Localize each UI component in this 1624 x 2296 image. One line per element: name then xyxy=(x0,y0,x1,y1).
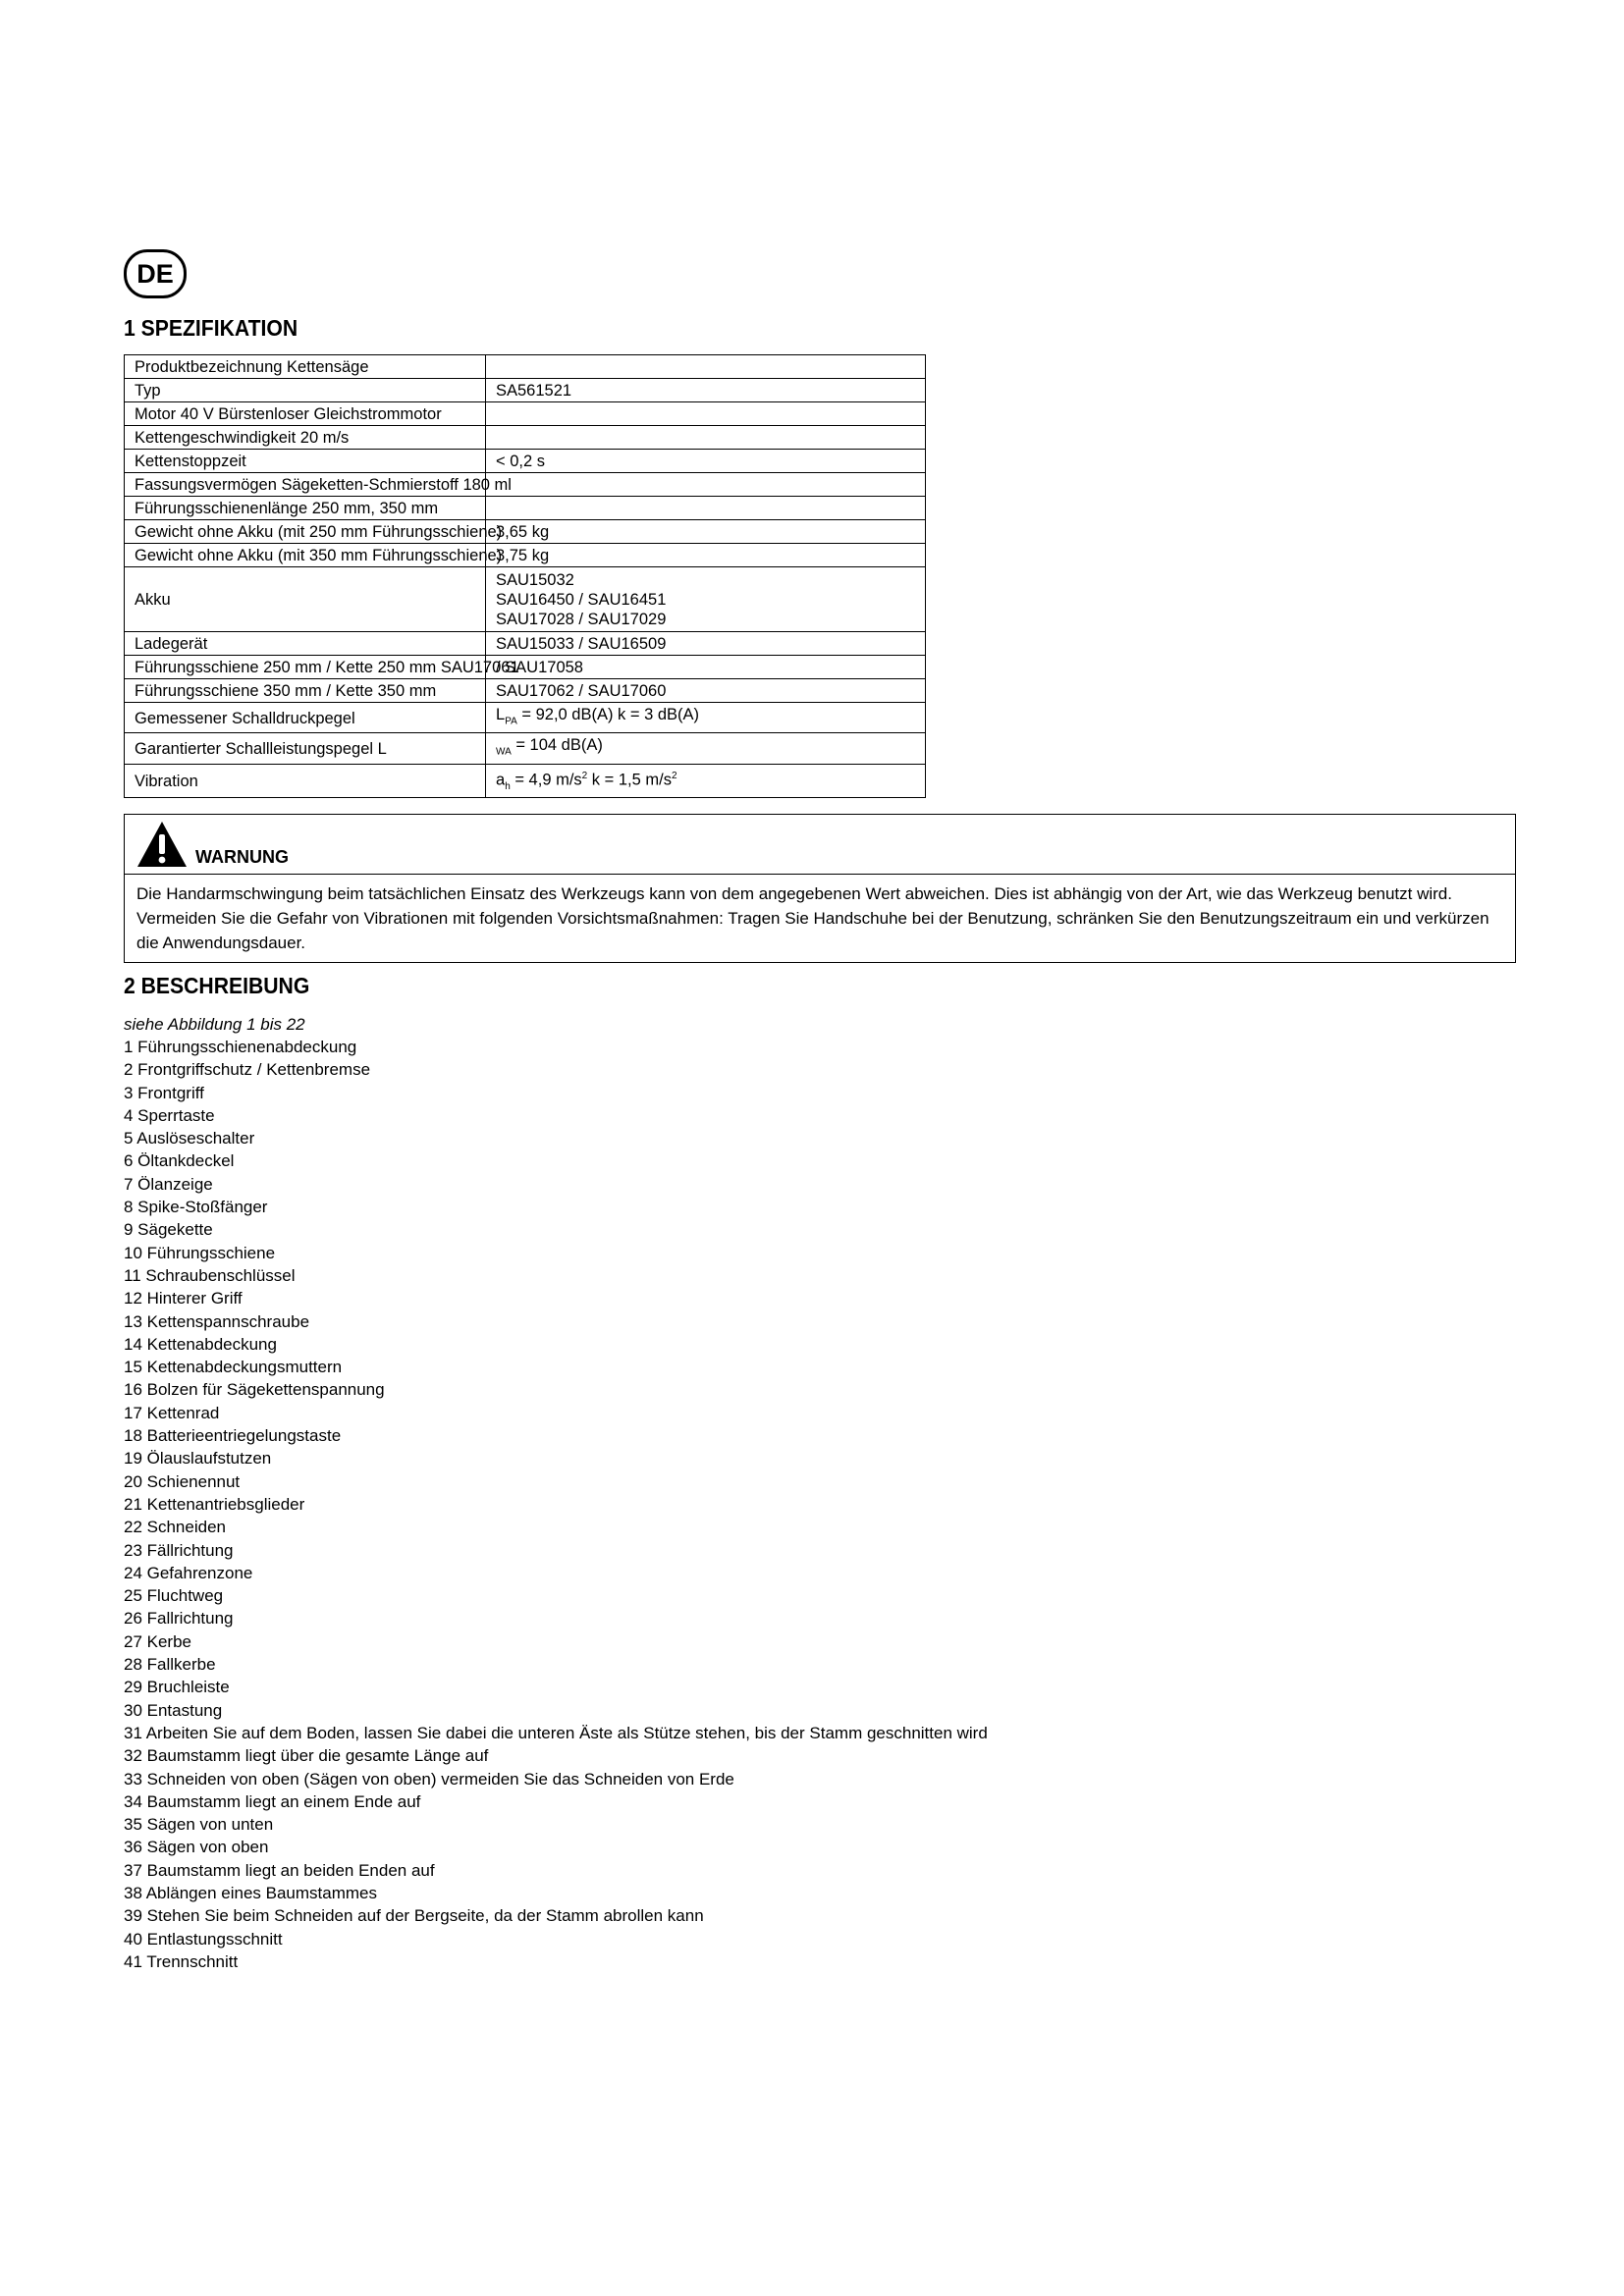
spec-label: Produktbezeichnung Kettensäge xyxy=(125,355,486,379)
list-item: 38 Ablängen eines Baumstammes xyxy=(124,1883,377,1902)
list-item: 10 Führungsschiene xyxy=(124,1243,276,1262)
list-item: 22 Schneiden xyxy=(124,1518,226,1537)
warning-label: WARNUNG xyxy=(195,847,289,867)
warning-triangle-icon xyxy=(136,821,188,868)
spec-label: Fassungsvermögen Sägeketten-Schmierstoff 180 ml xyxy=(125,473,486,497)
warning-header xyxy=(125,815,1515,875)
battery-model: SAU17028 / SAU17029 xyxy=(496,611,667,628)
list-item: 20 Schienennut xyxy=(124,1471,241,1491)
list-item: 12 Hinterer Griff xyxy=(124,1289,243,1308)
warning-text: Die Handarmschwingung beim tatsächlichen Einsatz des Werkzeugs kann von dem angegebenen Wert abweichen. Dies ist abhängig von der Art, wie das Werkzeug benutzt wird. Vermeiden Sie die Gefahr von Vibrationen mit folgenden Vorsichtsmaßnahmen: Tragen Sie Handschuhe bei der Benutzung, schränken Sie den Benutzungszeitraum ein und verkürzen die Anwendungsdauer. xyxy=(136,884,1489,952)
list-item: 17 Kettenrad xyxy=(124,1403,220,1422)
value-subscript: h xyxy=(505,780,511,792)
list-item: 26 Fallrichtung xyxy=(124,1609,234,1629)
table-row xyxy=(125,355,926,379)
list-item: 39 Stehen Sie beim Schneiden auf der Bergseite, da der Stamm abrollen kann xyxy=(124,1906,704,1926)
list-item: 9 Sägekette xyxy=(124,1220,213,1240)
spec-value: < 0,2 s xyxy=(486,450,926,473)
spec-label: Kettenstoppzeit xyxy=(125,450,486,473)
spec-value: SAU15033 / SAU16509 xyxy=(486,632,926,656)
list-item: 37 Baumstamm liegt an beiden Enden auf xyxy=(124,1860,435,1880)
spec-value: 3,75 kg xyxy=(486,544,926,567)
table-row xyxy=(125,656,926,679)
spec-value xyxy=(486,426,926,450)
list-item: 6 Öltankdeckel xyxy=(124,1151,235,1171)
list-item: 28 Fallkerbe xyxy=(124,1655,216,1675)
list-item: 7 Ölanzeige xyxy=(124,1174,213,1194)
value-superscript: 2 xyxy=(671,770,677,781)
spec-value xyxy=(486,473,926,497)
spec-value xyxy=(486,402,926,426)
table-row xyxy=(125,764,926,798)
list-item: 29 Bruchleiste xyxy=(124,1678,230,1697)
list-item: 5 Auslöseschalter xyxy=(124,1129,255,1148)
value-subscript: WA xyxy=(496,746,512,758)
spec-label: Typ xyxy=(125,379,486,402)
list-item: 41 Trennschnitt xyxy=(124,1951,239,1971)
list-item: 27 Kerbe xyxy=(124,1631,191,1651)
spec-label: Motor 40 V Bürstenloser Gleichstrommotor xyxy=(125,402,486,426)
list-item: 36 Sägen von oben xyxy=(124,1838,269,1857)
value-text: k = 1,5 m/s xyxy=(587,771,672,789)
list-item: 23 Fällrichtung xyxy=(124,1540,234,1560)
spec-table xyxy=(124,354,926,798)
spec-label: Führungsschiene 250 mm / Kette 250 mm SAU17061 xyxy=(125,656,486,679)
list-item: 3 Frontgriff xyxy=(124,1083,204,1102)
list-item: 21 Kettenantriebsglieder xyxy=(124,1494,305,1514)
table-row xyxy=(125,379,926,402)
table-row xyxy=(125,520,926,544)
table-row xyxy=(125,733,926,764)
table-row xyxy=(125,473,926,497)
see-figure-note: siehe Abbildung 1 bis 22 xyxy=(124,1015,305,1034)
spec-value xyxy=(486,733,926,764)
value-text: L xyxy=(496,706,506,723)
list-item: 11 Schraubenschlüssel xyxy=(124,1265,296,1285)
list-item: 33 Schneiden von oben (Sägen von oben) vermeiden Sie das Schneiden von Erde xyxy=(124,1769,734,1789)
list-item: 2 Frontgriffschutz / Kettenbremse xyxy=(124,1060,371,1080)
list-item: 19 Ölauslaufstutzen xyxy=(124,1449,272,1468)
list-item: 18 Batterieentriegelungstaste xyxy=(124,1426,342,1446)
table-row xyxy=(125,544,926,567)
list-item: 31 Arbeiten Sie auf dem Boden, lassen Sie dabei die unteren Äste als Stütze stehen, bis der Stamm geschnitten wird xyxy=(124,1723,988,1742)
spec-value xyxy=(486,497,926,520)
list-item: 24 Gefahrenzone xyxy=(124,1563,253,1582)
list-item: 32 Baumstamm liegt über die gesamte Länge auf xyxy=(124,1746,489,1766)
parts-list xyxy=(124,1036,988,1973)
list-item: 14 Kettenabdeckung xyxy=(124,1334,277,1354)
value-text: = 92,0 dB(A) k = 3 dB(A) xyxy=(516,706,700,723)
spec-label: Führungsschienenlänge 250 mm, 350 mm xyxy=(125,497,486,520)
spec-section-title: 1 SPEZIFIKATION xyxy=(124,315,298,341)
description-section-title: 2 BESCHREIBUNG xyxy=(124,973,310,998)
spec-value xyxy=(486,355,926,379)
language-badge: DE xyxy=(124,249,187,298)
spec-label: Gewicht ohne Akku (mit 350 mm Führungsschiene) xyxy=(125,544,486,567)
value-text: = 4,9 m/s xyxy=(510,771,582,789)
value-text: a xyxy=(496,771,506,789)
table-row xyxy=(125,402,926,426)
table-row xyxy=(125,567,926,632)
spec-value: SAU17062 / SAU17060 xyxy=(486,679,926,703)
list-item: 34 Baumstamm liegt an einem Ende auf xyxy=(124,1791,421,1811)
battery-model: SAU16450 / SAU16451 xyxy=(496,591,667,609)
spec-label: Gewicht ohne Akku (mit 250 mm Führungsschiene) xyxy=(125,520,486,544)
spec-value xyxy=(486,567,926,632)
spec-value xyxy=(486,764,926,798)
table-row xyxy=(125,426,926,450)
spec-label: Garantierter Schallleistungspegel L xyxy=(125,733,486,764)
spec-label: Ladegerät xyxy=(125,632,486,656)
spec-value: SA561521 xyxy=(486,379,926,402)
list-item: 30 Entastung xyxy=(124,1700,223,1720)
table-row xyxy=(125,679,926,703)
list-item: 8 Spike-Stoßfänger xyxy=(124,1198,268,1217)
list-item: 35 Sägen von unten xyxy=(124,1815,274,1835)
list-item: 4 Sperrtaste xyxy=(124,1105,215,1125)
table-row xyxy=(125,632,926,656)
spec-value: 3,65 kg xyxy=(486,520,926,544)
spec-label: Führungsschiene 350 mm / Kette 350 mm xyxy=(125,679,486,703)
value-superscript: 2 xyxy=(581,770,588,781)
battery-model: SAU15032 xyxy=(496,571,574,589)
spec-label: Kettengeschwindigkeit 20 m/s xyxy=(125,426,486,450)
warning-box xyxy=(124,814,1516,963)
list-item: 25 Fluchtweg xyxy=(124,1586,224,1606)
list-item: 15 Kettenabdeckungsmuttern xyxy=(124,1358,343,1377)
table-row xyxy=(125,703,926,733)
table-row xyxy=(125,450,926,473)
list-item: 13 Kettenspannschraube xyxy=(124,1311,310,1331)
spec-value: / SAU17058 xyxy=(486,656,926,679)
spec-label: Akku xyxy=(125,567,486,632)
value-subscript: PA xyxy=(505,716,517,727)
list-item: 40 Entlastungsschnitt xyxy=(124,1929,283,1949)
list-item: 1 Führungsschienenabdeckung xyxy=(124,1038,357,1056)
value-text: = 104 dB(A) xyxy=(511,736,603,755)
table-row xyxy=(125,497,926,520)
spec-label: Vibration xyxy=(125,764,486,798)
list-item: 16 Bolzen für Sägekettenspannung xyxy=(124,1380,385,1400)
spec-label: Gemessener Schalldruckpegel xyxy=(125,703,486,733)
spec-value xyxy=(486,703,926,733)
